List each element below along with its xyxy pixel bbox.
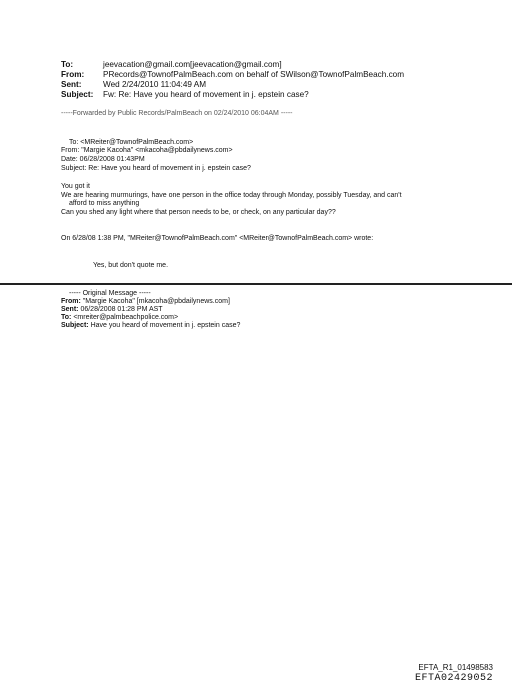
divider-rule	[0, 283, 512, 285]
body-line-4: Can you shed any light where that person needs to be, or check, on any particular day??	[61, 209, 336, 216]
from-label: From:	[61, 70, 85, 79]
header-subject-row	[61, 90, 481, 100]
original-to-value: <mreiter@palmbeachpolice.com>	[73, 314, 179, 321]
header-sent-row	[61, 80, 481, 90]
bates-stamp-1: EFTA_R1_01498583	[418, 663, 493, 672]
original-title: ----- Original Message -----	[69, 290, 151, 297]
original-subject-row	[61, 321, 240, 330]
original-subject-label: Subject:	[61, 322, 89, 329]
reply-text: Yes, but don't quote me.	[93, 262, 169, 269]
header-from-row	[61, 70, 481, 80]
subject-value: Fw: Re: Have you heard of movement in j. epstein case?	[103, 90, 309, 99]
sent-label: Sent:	[61, 80, 82, 89]
email-header	[61, 60, 481, 102]
to-value: jeevacation@gmail.com[jeevacation@gmail.com]	[103, 60, 282, 69]
from-value: PRecords@TownofPalmBeach.com on behalf of SWilson@TownofPalmBeach.com	[103, 70, 405, 79]
original-from-label: From:	[61, 298, 81, 305]
subject-label: Subject:	[61, 90, 94, 99]
header-to-row	[61, 60, 481, 70]
forward-from: From: "Margie Kacoha" <mkacoha@pbdailynews.com>	[61, 147, 233, 154]
original-subject-value: Have you heard of movement in j. epstein case?	[90, 322, 241, 329]
sent-value: Wed 2/24/2010 11:04:49 AM	[103, 80, 207, 89]
body-line-3: afford to miss anything	[69, 200, 140, 207]
original-to-label: To:	[61, 314, 72, 321]
body-line-1: You got it	[61, 183, 90, 190]
bates-stamp-2: EFTA02429052	[414, 673, 493, 684]
original-sent-value: 06/28/2008 01:28 PM AST	[80, 306, 163, 313]
forwarded-line: -----Forwarded by Public Records/PalmBeach on 02/24/2010 06:04AM -----	[61, 110, 293, 117]
forward-to: To: <MReiter@TownofPalmBeach.com>	[69, 139, 194, 146]
body-line-2: We are hearing murmurings, have one person in the office today through Monday, possibly Tuesday, and can't	[61, 192, 402, 199]
original-from-value: "Margie Kacoha" [mkacoha@pbdailynews.com]	[82, 298, 230, 305]
to-label: To:	[61, 60, 74, 69]
forward-date: Date: 06/28/2008 01:43PM	[61, 156, 145, 163]
forward-subject: Subject: Re: Have you heard of movement in j. epstein case?	[61, 165, 251, 172]
wrote-line: On 6/28/08 1:38 PM, "MReiter@TownofPalmBeach.com" <MReiter@TownofPalmBeach.com> wrote:	[61, 235, 374, 242]
original-sent-label: Sent:	[61, 306, 79, 313]
